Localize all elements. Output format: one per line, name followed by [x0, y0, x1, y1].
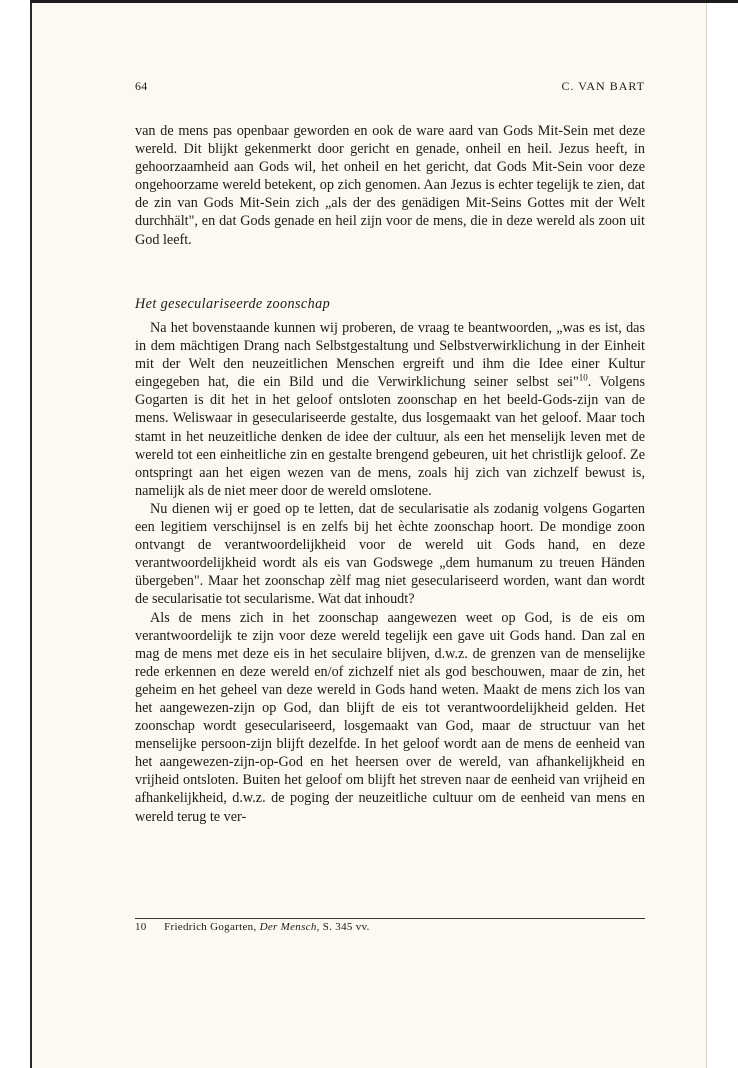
paragraph-secularisation: Nu dienen wij er goed op te letten, dat de secularisatie als zodanig volgens Gogarten een legitiem verschijnsel is en zelfs bij het èchte zoonschap hoort. De mondige zoon ontvangt de verantwoordelijkheid voor de wereld uit Gods hand, en deze verantwoordelijkheid wordt als eis van Godswege „dem humanum zu treuen Händen übergeben". Maar het zoonschap zèlf mag niet geseculariseerd worden, want dan wordt de secularisatie tot secularisme. Wat dat inhoudt? [135, 500, 645, 608]
text-block-main [135, 319, 645, 826]
footnote [135, 920, 645, 934]
footnote-pages: S. 345 vv. [322, 921, 370, 933]
footnote-reference[interactable]: 10 [578, 372, 588, 383]
footnote-author: Friedrich Gogarten, [164, 921, 257, 933]
page-number: 64 [135, 79, 148, 93]
paragraph-question [135, 319, 645, 500]
paragraph-question-text: Na het bovenstaande kunnen wij proberen, de vraag te beantwoorden, „was es ist, das in dem mächtigen Drang nach Selbstgestaltung und Selbstverwirklichung in der Einheit mit der Welt den neuzeitlichen Menschen ergreift und ihm die Idee einer Kultur eingegeben hat, die ein Bild und die Verwirklichung seiner selbst sei" [135, 320, 645, 391]
paragraph-question-rest: . Volgens Gogarten is dit het in het geloof ontsloten zoonschap en het beeld-Gods-zijn van de mens. Weliswaar in geseculariseerde gestalte, dus losgemaakt van het geloof. Maar toch stamt in het neuzeitliche denken de idee der cultuur, als een het menselijk leven met de wereld tot een einheitliche zin en gestalte brengend gebeuren, uit het christlijk geloof. Ze ontspringt aan het eigen wezen van de mens, zoals hij zich van zichzelf bewust is, namelijk als de niet meer door de wereld omslotene. [135, 374, 645, 499]
footnote-title: Der Mensch, [259, 921, 320, 933]
paragraph-sonship: Als de mens zich in het zoonschap aangewezen weet op God, is de eis om verantwoordelijk te zijn voor deze wereld tegelijk een gave uit Gods hand. Dan zal en mag de mens met deze eis in het seculaire blijven, d.w.z. de grenzen van de menselijke rede erkennen en deze wereld en/of zichzelf niet als god beschouwen, maar de zin, het geheim en het geheel van deze wereld in Gods hand weten. Maakt de mens zich los van het aangewezen-zijn op God, dan blijft de eis tot verantwoordelijkheid gelden. Het zoonschap wordt geseculariseerd, losgemaakt van God, maar de structuur van het menselijke persoon-zijn blijft dezelfde. In het geloof wordt aan de mens de eenheid van het aangewezen-zijn-op-God en het heersen over de wereld, van afhankelijkheid en vrijheid ontsloten. Buiten het geloof om blijft het streven naar de eenheid van vrijheid en afhankelijkheid, d.w.z. de poging der neuzeitliche cultuur om de eenheid van mens en wereld terug te ver- [135, 609, 645, 825]
section-heading: Het geseculariseerde zoonschap [135, 296, 331, 312]
text-block-top [135, 122, 645, 249]
paragraph-continuation: van de mens pas openbaar geworden en ook de ware aard van Gods Mit-Sein met deze wereld. Dit blijkt gekenmerkt door gericht en genade, onheil en heil. Jezus heeft, in gehoorzaamheid aan Gods wil, het onheil en het gericht, dat Gods Mit-Sein voor deze ongehoorzame wereld betekent, op zich genomen. Aan Jezus is echter tegelijk te zien, dat de zin van Gods Mit-Sein zich „als der des genädigen Mit-Seins Gottes mit der Welt durchhält", en dat Gods genade en heil zijn voor de mens, die in deze wereld als zoon uit God leeft. [135, 123, 645, 248]
running-head [135, 79, 645, 95]
running-head-author: C. VAN BART [561, 79, 645, 93]
footnote-divider [135, 918, 645, 919]
scan-margin-left [0, 0, 30, 1068]
footnote-number: 10 [135, 921, 147, 933]
